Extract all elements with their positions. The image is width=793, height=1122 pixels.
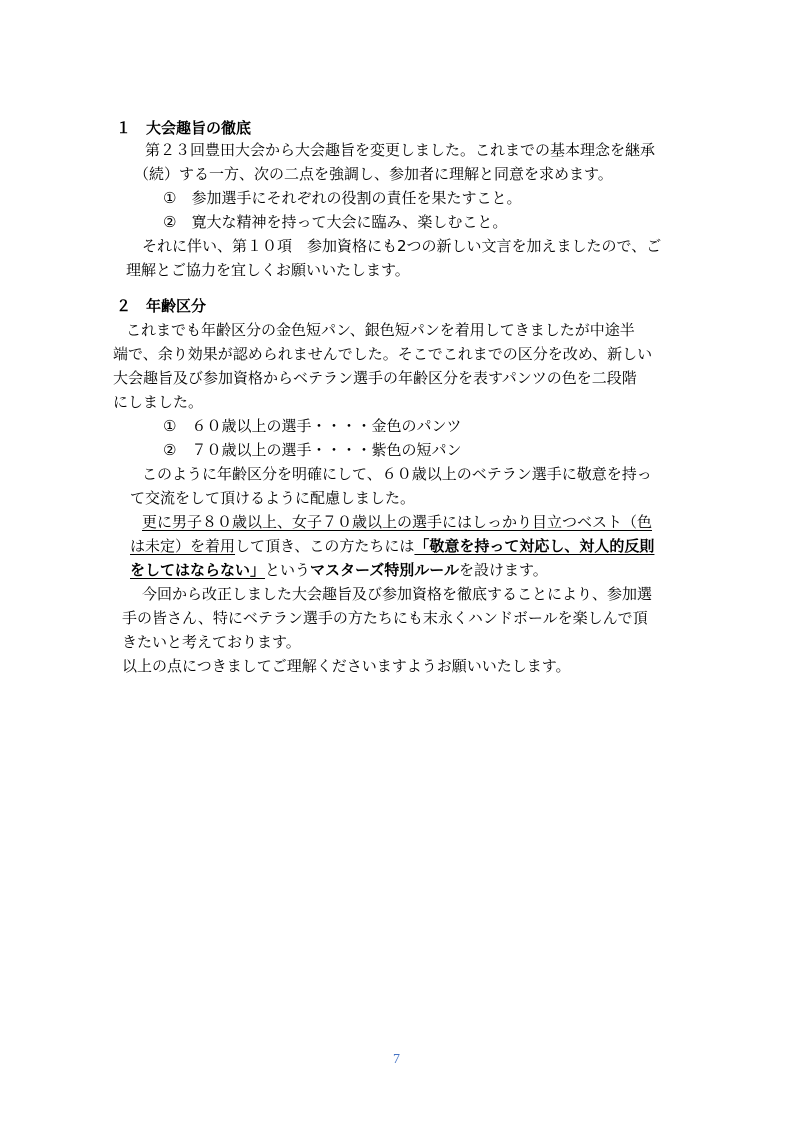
section1-closing-1: それに伴い、第１０項 参加資格にも2つの新しい文言を加えましたので、ご — [142, 237, 662, 255]
section2-para4-1: 今回から改正しました大会趣旨及び参加資格を徹底することにより、参加選 — [142, 585, 653, 603]
section2-item-1: ① ６０歳以上の選手・・・・金色のパンツ — [163, 417, 462, 435]
no-foul-text: をしてはならない」 — [130, 561, 266, 579]
section1-item-1: ① 参加選手にそれぞれの役割の責任を果たすこと。 — [163, 189, 522, 207]
section2-line-2: 端で、余り効果が認められませんでした。そこでこれまでの区分を改め、新しい — [113, 345, 653, 363]
vest-wearing-text: は未定）を着用 — [130, 537, 236, 555]
respect-rule-text: 「敬意を持って対応し、対人的反則 — [414, 537, 655, 555]
section2-para3-line1: 更に男子８０歳以上、女子７０歳以上の選手にはしっかり目立つベスト（色 — [142, 513, 653, 531]
masters-rule-text: マスターズ特別ルール — [310, 561, 459, 579]
section1-closing-2: 理解とご協力を宜しくお願いいたします。 — [126, 261, 410, 279]
section2-item-2: ② ７０歳以上の選手・・・・紫色の短パン — [163, 441, 462, 459]
para3-plain-text-2: という — [265, 561, 311, 579]
section1-item-2: ② 寛大な精神を持って大会に臨み、楽しむこと。 — [163, 213, 508, 231]
page-number: 7 — [393, 1052, 400, 1067]
section2-para3-line3 — [130, 560, 548, 580]
section2-line-4: にしました。 — [113, 393, 204, 411]
section2-para4-3: きたいと考えております。 — [122, 633, 301, 651]
section1-line-2: （続）する一方、次の二点を強調し、参加者に理解と同意を求めます。 — [134, 165, 613, 183]
section2-para2-1: このように年齢区分を明確にして、６０歳以上のベテラン選手に敬意を持っ — [142, 465, 652, 483]
para3-plain-text: して頂き、この方たちには — [235, 537, 415, 555]
section2-para2-2: て交流をして頂けるように配慮しました。 — [130, 489, 416, 507]
section1-heading: １ 大会趣旨の徹底 — [116, 119, 252, 137]
section2-line-3: 大会趣旨及び参加資格からベテラン選手の年齢区分を表すパンツの色を二段階 — [113, 369, 637, 387]
section2-para3-line2 — [130, 536, 654, 556]
section2-heading: ２ 年齢区分 — [116, 297, 207, 315]
para3-end-text: を設けます。 — [458, 561, 548, 579]
section1-line-1: 第２３回豊田大会から大会趣旨を変更しました。これまでの基本理念を継承 — [145, 141, 656, 159]
section2-final: 以上の点につきましてご理解くださいますようお願いいたします。 — [122, 657, 571, 675]
section2-line-1: これまでも年齢区分の金色短パン、銀色短パンを着用してきましたが中途半 — [126, 321, 635, 339]
section2-para4-2: 手の皆さん、特にベテラン選手の方たちにも末永くハンドボールを楽しんで頂 — [122, 609, 648, 627]
